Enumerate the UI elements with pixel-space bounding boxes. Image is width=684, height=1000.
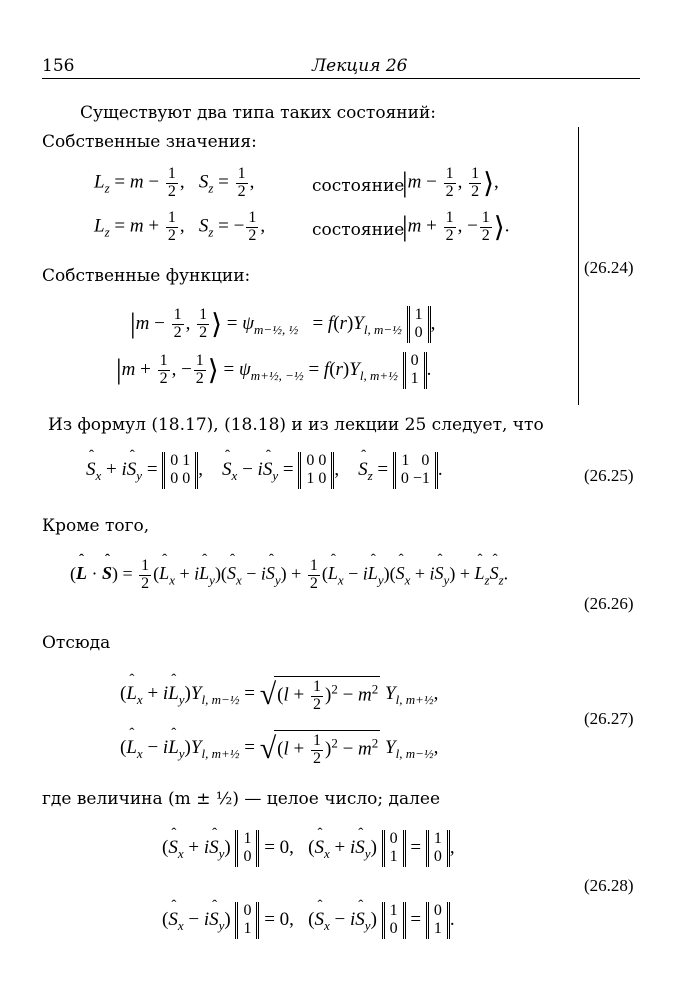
eigenvalue-line-1: $L_z = m$ − $\frac{1}{2}$ , $S_z$ = $\frac{1}{2}$ , [94,165,255,200]
equation-number-26-27: (26.27) [584,709,634,728]
ket-state-1: |m − $\frac{1}{2}$ , $\frac{1}{2}$ ⟩, [402,165,499,200]
state-label-1: состояние [312,176,405,196]
raising-operator-equation: (ˆ $L_x$ + iˆ $L_y)Y_{l, m-\frac{1}{2}} = √(l$ + $\frac{1}{2}$ )$^2 - m^2$ $Y_{l, m+\frac{1}{2}}$, [120,676,438,714]
equation-number-26-28: (26.28) [584,876,634,895]
equation-number-26-25: (26.25) [584,466,634,485]
page-number: 156 [42,56,75,76]
spin-orbit-equation: (ˆ L · ˆ S) = $\frac{1}{2}$ (ˆ $L_x$ + iˆ $L_y)(ˆ$ $S_x$ − iˆ $S_y$) + $\frac{1}{2}$ (ˆ $L_x$ − iˆ $L_y)(ˆ$ $S_x$ + iˆ $S_y$) + ˆ $L_zˆ$ $S_z$. [70,558,508,593]
where-quantity-text: где величина (m ± ½) — целое число; далее [42,789,441,809]
lowering-operator-equation: (ˆ $L_x$ − iˆ $L_y)Y_{l, m+\frac{1}{2}} = √(l$ + $\frac{1}{2}$ )$^2 - m^2$ $Y_{l, m-\frac{1}{2}}$, [120,730,438,768]
hence-text: Отсюда [42,633,111,653]
equation-number-26-26: (26.26) [584,594,634,613]
equation-number-26-24: (26.24) [584,258,634,277]
ket-state-2: |m + $\frac{1}{2}$ , − $\frac{1}{2}$ ⟩. [402,209,510,244]
from-formulas-text: Из формул (18.17), (18.18) и из лекции 25 следует, что [48,415,544,435]
header-rule [42,78,640,79]
eigenfunction-line-2: |m + $\frac{1}{2}$ , − $\frac{1}{2}$ ⟩ = $\psi_{m+\frac{1}{2}, -\frac{1}{2}} = f(r)Y_{l, m+\frac{1}{2}}$ 0 1 . [116,352,432,388]
spin-operators-equation: ˆ $S_x$ + iˆ $S_y$ = 0 1 0 0 , ˆ $S_x$ − iˆ $S_y$ = 0 0 1 0 , ˆ $S_z$ = 1 0 0 −1 . [86,452,443,489]
running-title: Лекция 26 [312,56,408,76]
state-label-2: состояние [312,220,405,240]
spin-raising-action-equation: (ˆ $S_x$ + iˆ $S_y$) 1 0 = 0, (ˆ $S_x$ + iˆ $S_y$) 0 1 = 1 0 , [162,830,455,867]
eigenvalue-line-2: $L_z = m$ + $\frac{1}{2}$ , $S_z$ = − $\frac{1}{2}$ , [94,209,266,244]
besides-text: Кроме того, [42,516,150,536]
eigenfunctions-heading: Собственные функции: [42,266,251,286]
equation-group-bracket [578,127,579,405]
eigenvalues-heading: Собственные значения: [42,132,257,152]
eigenfunction-line-1: |m − $\frac{1}{2}$ , $\frac{1}{2}$ ⟩ = $\psi_{m-\frac{1}{2}, \frac{1}{2}} = f(r)Y_{l, m-\frac{1}{2}}$ 1 0 , [130,306,436,342]
spin-lowering-action-equation: (ˆ $S_x$ − iˆ $S_y$) 0 1 = 0, (ˆ $S_x$ − iˆ $S_y$) 1 0 = 0 1 . [162,902,455,939]
intro-text: Существуют два типа таких состояний: [80,103,437,123]
